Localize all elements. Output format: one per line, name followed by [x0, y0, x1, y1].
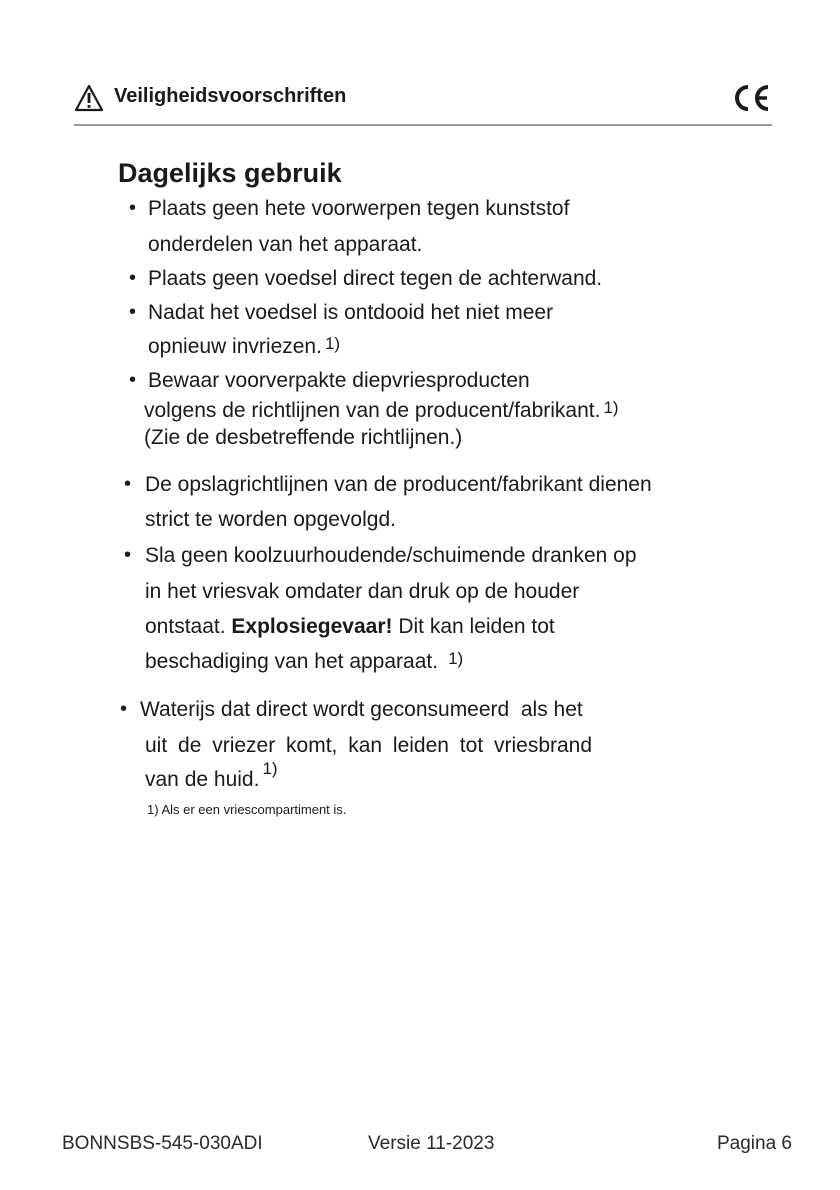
item-line: onderdelen van het apparaat.	[148, 233, 423, 256]
item-line	[145, 651, 463, 672]
footer-doc-id: BONNSBS-545-030ADI	[62, 1133, 263, 1154]
footnote-ref: 1)	[324, 334, 341, 353]
item-line: strict te worden opgevolgd.	[145, 508, 396, 531]
bullet: •	[120, 698, 128, 720]
item-line: uit de vriezer komt, kan leiden tot vriesbrand	[145, 734, 593, 757]
bullet: •	[129, 197, 137, 219]
warning-triangle-icon	[74, 84, 104, 112]
footnote-ref: 1)	[262, 759, 278, 778]
bullet: •	[124, 544, 132, 566]
item-text: ontstaat.	[145, 615, 226, 638]
item-line	[145, 759, 278, 791]
item-text: volgens de richtlijnen van de producent/fabrikant.	[144, 399, 601, 422]
item-line: (Zie de desbetreffende richtlijnen.)	[144, 426, 463, 449]
item-text: opnieuw invriezen.	[148, 335, 322, 358]
page-header	[74, 82, 772, 126]
item-line: Plaats geen voedsel direct tegen de achterwand.	[148, 267, 603, 290]
item-line	[144, 400, 619, 421]
bullet: •	[129, 301, 137, 323]
item-line: Sla geen koolzuurhoudende/schuimende dranken op	[145, 544, 637, 567]
footnote-ref: 1)	[603, 398, 619, 417]
item-line: Plaats geen hete voorwerpen tegen kunststof	[148, 197, 570, 220]
item-line	[145, 616, 555, 637]
item-line: Nadat het voedsel is ontdooid het niet meer	[148, 301, 554, 324]
footnote-ref: 1)	[448, 649, 464, 668]
item-text: van de huid.	[145, 768, 260, 791]
header-title: Veiligheidsvoorschriften	[114, 85, 347, 107]
item-text: beschadiging van het apparaat.	[145, 650, 439, 673]
footer-version: Versie 11-2023	[368, 1133, 495, 1154]
warning-text: Explosiegevaar!	[231, 615, 393, 638]
section-title: Dagelijks gebruik	[118, 158, 342, 188]
item-line: Bewaar voorverpakte diepvriesproducten	[148, 369, 530, 392]
footer-page-number: Pagina 6	[716, 1133, 792, 1154]
bullet: •	[129, 267, 137, 289]
footnote: 1) Als er een vriescompartiment is.	[147, 802, 347, 817]
bullet: •	[124, 473, 132, 495]
item-line: De opslagrichtlijnen van de producent/fabrikant dienen	[145, 473, 652, 496]
item-line: Waterijs dat direct wordt geconsumeerd als het	[140, 698, 583, 721]
ce-logo	[732, 82, 772, 114]
item-text: Dit kan leiden tot	[398, 615, 555, 638]
bullet: •	[129, 369, 137, 391]
item-line	[148, 336, 340, 357]
item-line: in het vriesvak omdater dan druk op de houder	[145, 580, 580, 603]
